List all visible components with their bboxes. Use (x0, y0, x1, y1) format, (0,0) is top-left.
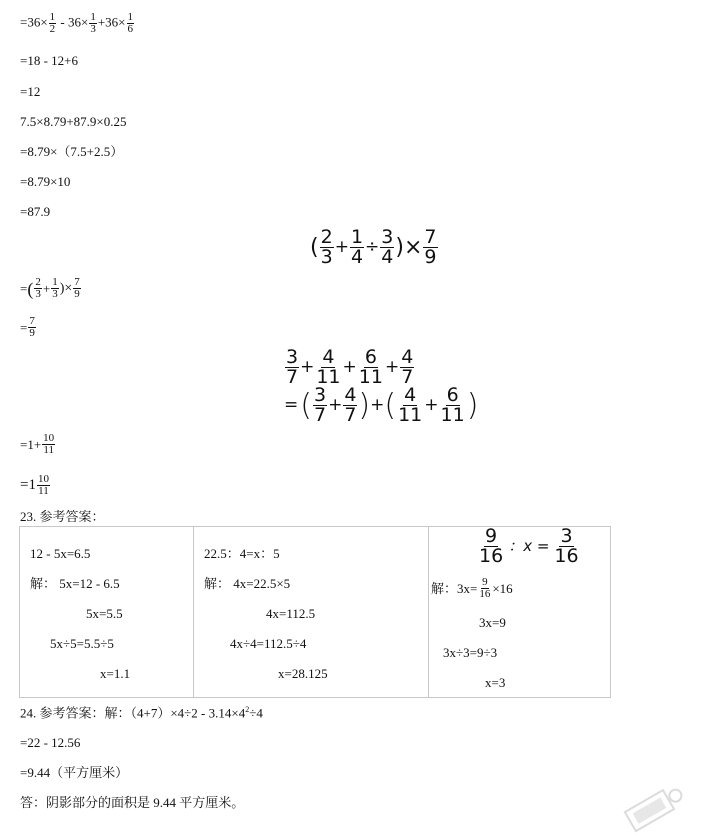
denominator: 11 (43, 444, 54, 456)
numerator: 7 (424, 226, 437, 248)
denominator: 7 (286, 366, 299, 388)
paren-open: ( (300, 387, 312, 423)
numerator: 1 (127, 11, 134, 23)
text: = (20, 281, 28, 296)
cell-line: 3x÷3=9÷3 (443, 645, 498, 660)
answer-cell-2 (194, 527, 429, 698)
numerator: 1 (350, 226, 364, 248)
paren-open: ( (384, 387, 397, 423)
fraction (73, 277, 81, 300)
denominator: 9 (424, 246, 437, 268)
fraction (313, 386, 327, 425)
numerator: 2 (320, 226, 333, 248)
fraction (34, 277, 42, 300)
plus-sign: + (370, 395, 385, 415)
cell-line: 4x÷4=112.5÷4 (230, 636, 307, 651)
cell-line: 解： 4x=22.5×5 (204, 576, 291, 591)
numerator: 6 (364, 346, 377, 368)
cell-line: 5x÷5=5.5÷5 (50, 636, 114, 651)
plus-sign: + (300, 357, 315, 377)
line-b1-3: =12 (20, 84, 41, 99)
line-b2-4: =87.9 (20, 204, 51, 219)
denominator: 7 (344, 404, 357, 426)
fraction (37, 474, 50, 497)
answer-cell-3 (429, 527, 611, 698)
fraction (127, 12, 135, 35)
line-b1-1 (20, 12, 135, 35)
fraction (350, 228, 364, 267)
fraction (358, 348, 384, 387)
q24-line-2: =22 - 12.56 (20, 735, 81, 750)
q24-line-4: 答：阴影部分的面积是 9.44 平方厘米。 (20, 795, 245, 810)
text: - 36× (57, 14, 89, 30)
superscript: 2 (245, 705, 250, 714)
denominator: 9 (74, 288, 80, 300)
q23-heading: 23. 参考答案： (20, 509, 105, 524)
text: =1 (20, 477, 36, 493)
denominator: 2 (49, 23, 56, 35)
fraction (400, 348, 414, 387)
cell-line: 12 - 5x=6.5 (30, 546, 91, 561)
denominator: 4 (350, 246, 364, 268)
cell-line: 4x=112.5 (266, 606, 316, 621)
cell-line: 5x=5.5 (86, 606, 123, 621)
text: =1+ (20, 437, 42, 452)
numerator: 1 (90, 11, 96, 23)
cell-line: x=1.1 (100, 666, 131, 681)
denominator: 11 (38, 485, 49, 497)
numerator: 9 (482, 576, 488, 588)
denominator: 3 (35, 288, 41, 300)
fraction (315, 348, 341, 387)
denominator: 16 (479, 588, 491, 600)
q24-line-3: =9.44（平方厘米） (20, 765, 129, 780)
plus-sign: + (424, 395, 439, 415)
answer-table (19, 526, 611, 698)
fraction (28, 316, 36, 339)
numerator: 3 (313, 384, 327, 406)
fraction (553, 527, 579, 566)
fraction (89, 12, 97, 35)
equation-b3 (310, 228, 439, 267)
fraction (320, 228, 334, 267)
numerator: 3 (560, 525, 573, 547)
answer-cell-1 (20, 527, 194, 698)
text: =36× (20, 14, 48, 30)
denominator: 9 (29, 327, 35, 339)
fraction (423, 228, 437, 267)
fraction (478, 577, 491, 600)
numerator: 9 (485, 525, 498, 547)
text: ×16 (492, 581, 513, 596)
paren-close: ) (466, 387, 479, 423)
fraction (285, 348, 299, 387)
numerator: 7 (74, 276, 80, 288)
text: 解：3x= (431, 581, 478, 596)
divide-sign: ÷ (365, 237, 380, 257)
fraction (49, 12, 57, 35)
paren-close: )× (395, 234, 423, 260)
line-b1-2: =18 - 12+6 (20, 53, 78, 68)
numerator: 1 (49, 11, 56, 23)
numerator: 4 (401, 346, 414, 368)
plus-sign: + (342, 357, 357, 377)
numerator: 1 (52, 276, 58, 288)
text: ：x = (508, 537, 550, 555)
fraction (478, 527, 504, 566)
numerator: 6 (446, 384, 459, 406)
cell-line: 22.5：4=x：5 (204, 546, 280, 561)
denominator: 4 (381, 246, 394, 268)
numerator: 3 (286, 346, 299, 368)
fraction (42, 433, 55, 456)
equation-b4-line2 (284, 386, 478, 425)
watermark-stamp (620, 777, 692, 839)
denominator: 6 (127, 23, 134, 35)
denominator: 3 (320, 246, 333, 268)
denominator: 3 (90, 23, 96, 35)
numerator: 7 (29, 315, 35, 327)
denominator: 11 (398, 404, 423, 426)
cell-line: 3x=9 (479, 615, 506, 630)
text: +36× (97, 14, 126, 30)
fraction (380, 228, 394, 267)
text: 24. 参考答案：解：（4+7）×4÷2 - 3.14×4 (20, 705, 246, 721)
denominator: 7 (313, 404, 327, 426)
denominator: 11 (358, 366, 383, 388)
line-b4-step2 (20, 474, 51, 497)
plus-sign: + (384, 357, 400, 377)
line-b2-3: =8.79×10 (20, 174, 71, 189)
cell-equation (477, 527, 581, 566)
numerator: 4 (322, 346, 335, 368)
line-b4-step1 (20, 433, 56, 456)
paren-close: ) (358, 387, 371, 423)
denominator: 7 (401, 366, 414, 388)
numerator: 2 (35, 276, 41, 288)
line-b2-1: 7.5×8.79+87.9×0.25 (20, 114, 127, 129)
cell-line: 解： 5x=12 - 6.5 (30, 576, 120, 591)
line-b2-2: =8.79×（7.5+2.5） (20, 144, 124, 159)
numerator: 10 (43, 432, 55, 444)
denominator: 16 (479, 545, 504, 567)
numerator: 4 (344, 384, 357, 406)
fraction (440, 386, 466, 425)
q24-line-1 (20, 706, 263, 719)
line-b3-step2 (20, 316, 37, 339)
cell-line: x=3 (485, 675, 506, 690)
numerator: 3 (381, 226, 394, 248)
equation-b4-line1 (284, 348, 415, 387)
text: ÷4 (249, 705, 263, 721)
denominator: 11 (316, 366, 341, 388)
denominator: 3 (52, 288, 58, 300)
equals-sign: = (284, 395, 299, 415)
text: = (20, 320, 28, 335)
fraction (343, 386, 357, 425)
fraction (397, 386, 423, 425)
numerator: 10 (37, 473, 49, 485)
denominator: 11 (440, 404, 465, 426)
denominator: 16 (554, 545, 579, 567)
cell-line: x=28.125 (278, 666, 328, 681)
line-b3-step1 (20, 277, 82, 300)
paren-open: ( (310, 234, 319, 260)
fraction (51, 277, 59, 300)
paren-close: )× (59, 280, 73, 296)
plus-sign: + (334, 237, 349, 257)
paren-open: ( (27, 278, 34, 299)
plus-sign: + (328, 395, 343, 415)
plus-sign: + (42, 281, 51, 296)
cell-line (431, 577, 513, 600)
numerator: 4 (404, 384, 417, 406)
table-row (20, 527, 611, 698)
